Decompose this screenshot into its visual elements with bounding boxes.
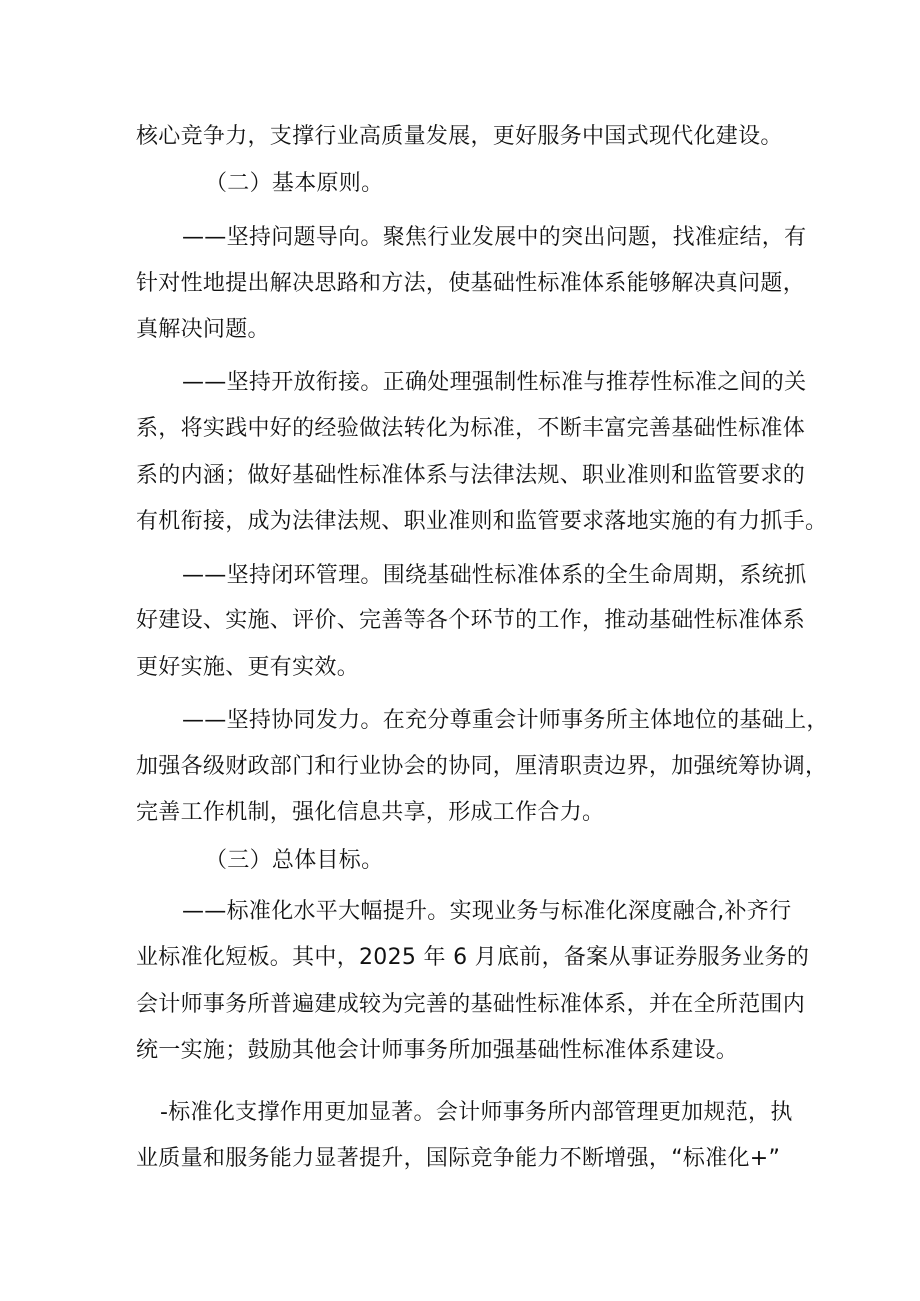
paragraph-line: 系，将实践中好的经验做法转化为标准，不断丰富完善基础性标准体 <box>136 416 806 441</box>
paragraph-line: 好建设、实施、评价、完善等各个环节的工作，推动基础性标准体系 <box>136 608 806 633</box>
paragraph-line: ——坚持开放衔接。正确处理强制性标准与推荐性标准之间的关 <box>182 370 807 395</box>
paragraph-line: ——标准化水平大幅提升。实现业务与标准化深度融合,补齐行 <box>182 899 792 924</box>
paragraph-line: 完善工作机制，强化信息共享，形成工作合力。 <box>136 800 605 825</box>
section-heading-basic-principles: （二）基本原则。 <box>205 171 384 196</box>
paragraph-line: -标准化支撑作用更加显著。会计师事务所内部管理更加规范，执 <box>160 1100 793 1125</box>
paragraph-line: 真解决问题。 <box>136 317 270 342</box>
paragraph-line: 业标准化短板。其中，2025 年 6 月底前，备案从事证券服务业务的 <box>136 945 810 970</box>
paragraph-line: 有机衔接，成为法律法规、职业准则和监管要求落地实施的有力抓手。 <box>136 509 828 534</box>
paragraph-line: 业质量和服务能力显著提升，国际竞争能力不断增强，“标准化+” <box>136 1146 781 1171</box>
paragraph-line: ——坚持问题导向。聚焦行业发展中的突出问题，找准症结，有 <box>182 225 807 250</box>
paragraph-line: 针对性地提出解决思路和方法，使基础性标准体系能够解决真问题， <box>136 271 806 296</box>
paragraph-line: 加强各级财政部门和行业协会的协同，厘清职责边界，加强统筹协调， <box>136 754 828 779</box>
paragraph-line: 核心竞争力，支撑行业高质量发展，更好服务中国式现代化建设。 <box>136 124 783 149</box>
section-heading-overall-goals: （三）总体目标。 <box>205 848 384 873</box>
paragraph-line: 统一实施；鼓励其他会计师事务所加强基础性标准体系建设。 <box>136 1038 739 1063</box>
paragraph-line: 会计师事务所普遍建成较为完善的基础性标准体系，并在全所范围内 <box>136 992 806 1017</box>
paragraph-line: ——坚持协同发力。在充分尊重会计师事务所主体地位的基础上， <box>182 708 829 733</box>
paragraph-line: 系的内涵；做好基础性标准体系与法律法规、职业准则和监管要求的 <box>136 463 806 488</box>
paragraph-line: ——坚持闭环管理。围绕基础性标准体系的全生命周期，系统抓 <box>182 563 807 588</box>
paragraph-line: 更好实施、更有实效。 <box>136 655 360 680</box>
